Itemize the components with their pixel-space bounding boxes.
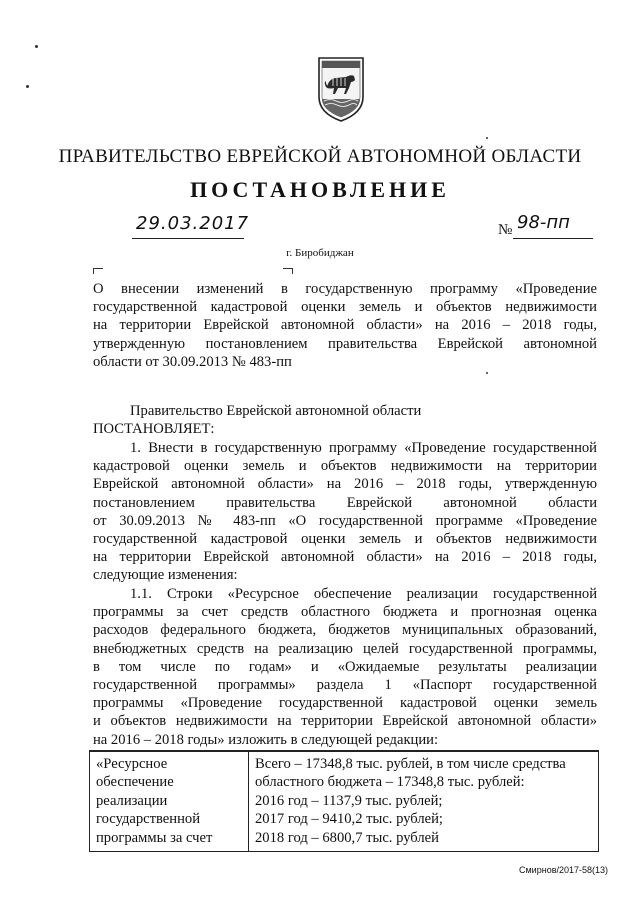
- paragraph-line: на территории Еврейской автономной области» на 2016 – 2018 годы,: [93, 549, 597, 566]
- cell-line: обеспечение: [96, 774, 174, 791]
- subject-line: О внесении изменений в государственную программу «Проведение: [93, 281, 597, 297]
- preamble-government: Правительство Еврейской автономной области: [130, 403, 422, 419]
- resource-table: [89, 750, 599, 852]
- city-name: г. Биробиджан: [286, 247, 354, 259]
- paragraph-line: на 2016 – 2018 годы» изложить в следующей редакции:: [93, 731, 439, 748]
- subject-corner-left: [93, 268, 103, 274]
- subject-corner-right: [283, 268, 293, 274]
- preamble-resolves: ПОСТАНОВЛЯЕТ:: [93, 421, 215, 437]
- cell-line: программы за счет: [96, 829, 213, 846]
- paragraph-line: 1.1. Строки «Ресурсное обеспечение реализации государственной: [130, 586, 597, 602]
- paragraph-line: программы «Проведение государственной кадастровой оценки земель: [93, 695, 597, 712]
- footer-code: Смирнов/2017-58(13): [519, 865, 609, 875]
- paragraph-line: постановлением правительства Еврейской автономной области: [93, 494, 597, 511]
- cell-line: областного бюджета – 17348,8 тыс. рублей:: [255, 774, 525, 791]
- paragraph-line: внебюджетных средств на реализацию целей государственной программы,: [93, 640, 597, 657]
- paragraph-line: от 30.09.2013 № 483-пп «О государственной программе «Проведение: [93, 512, 597, 529]
- subject-line: области от 30.09.2013 № 483-пп: [93, 353, 292, 370]
- date-underline: [132, 238, 244, 239]
- cell-line: государственной: [96, 811, 201, 828]
- cell-line: реализации: [96, 792, 168, 809]
- table-cell-value: [249, 751, 599, 852]
- paragraph-line: и объектов недвижимости на территории Еврейской автономной области»: [93, 713, 597, 730]
- government-title: ПРАВИТЕЛЬСТВО ЕВРЕЙСКОЙ АВТОНОМНОЙ ОБЛАСТИ: [58, 146, 582, 167]
- paragraph-1-1: [93, 585, 597, 749]
- table-row: [90, 751, 599, 852]
- document-type-title: ПОСТАНОВЛЕНИЕ: [190, 177, 450, 202]
- decree-subject: [93, 280, 597, 371]
- number-underline: [513, 238, 593, 239]
- coat-of-arms-emblem: [316, 55, 366, 123]
- subject-line: утвержденную постановлением правительства Еврейской автономной: [93, 335, 597, 352]
- paragraph-line: расходов федерального бюджета, бюджетов муниципальных образований,: [93, 622, 597, 639]
- paragraph-line: в том числе по годам» и «Ожидаемые результаты реализации: [93, 658, 597, 675]
- scan-speck: [35, 45, 38, 48]
- paragraph-line: следующие изменения:: [93, 567, 238, 584]
- paragraph-line: Еврейской автономной области» на 2016 – 2018 годы, утвержденную: [93, 476, 597, 493]
- paragraph-line: кадастровой оценки земель и объектов недвижимости на территории: [93, 458, 597, 475]
- scan-speck: [26, 85, 29, 88]
- paragraph-line: государственной программы» раздела 1 «Паспорт государственной: [93, 676, 597, 693]
- scan-speck: [486, 372, 488, 374]
- paragraph-line: 1. Внести в государственную программу «Проведение государственной: [130, 440, 597, 456]
- cell-line: 2017 год – 9410,2 тыс. рублей;: [255, 811, 443, 828]
- paragraph-1: [93, 439, 597, 585]
- handwritten-date: 29.03.2017: [136, 213, 250, 234]
- scan-speck: [486, 137, 488, 139]
- cell-line: Всего – 17348,8 тыс. рублей, в том числе средства: [255, 756, 566, 772]
- number-label: №: [498, 222, 513, 238]
- cell-line: 2016 год – 1137,9 тыс. рублей;: [255, 792, 443, 809]
- paragraph-line: государственной кадастровой оценки земель и объектов недвижимости: [93, 530, 597, 547]
- table-cell-label: [90, 751, 249, 852]
- handwritten-number: 98-пп: [517, 212, 570, 233]
- subject-line: государственной кадастровой оценки земель и объектов недвижимости: [93, 299, 597, 316]
- cell-line: 2018 год – 6800,7 тыс. рублей: [255, 829, 439, 846]
- paragraph-line: программы за счет средств областного бюджета и прогнозная оценка: [93, 604, 597, 621]
- subject-line: на территории Еврейской автономной области» на 2016 – 2018 годы,: [93, 317, 597, 334]
- cell-line: «Ресурсное: [96, 756, 168, 772]
